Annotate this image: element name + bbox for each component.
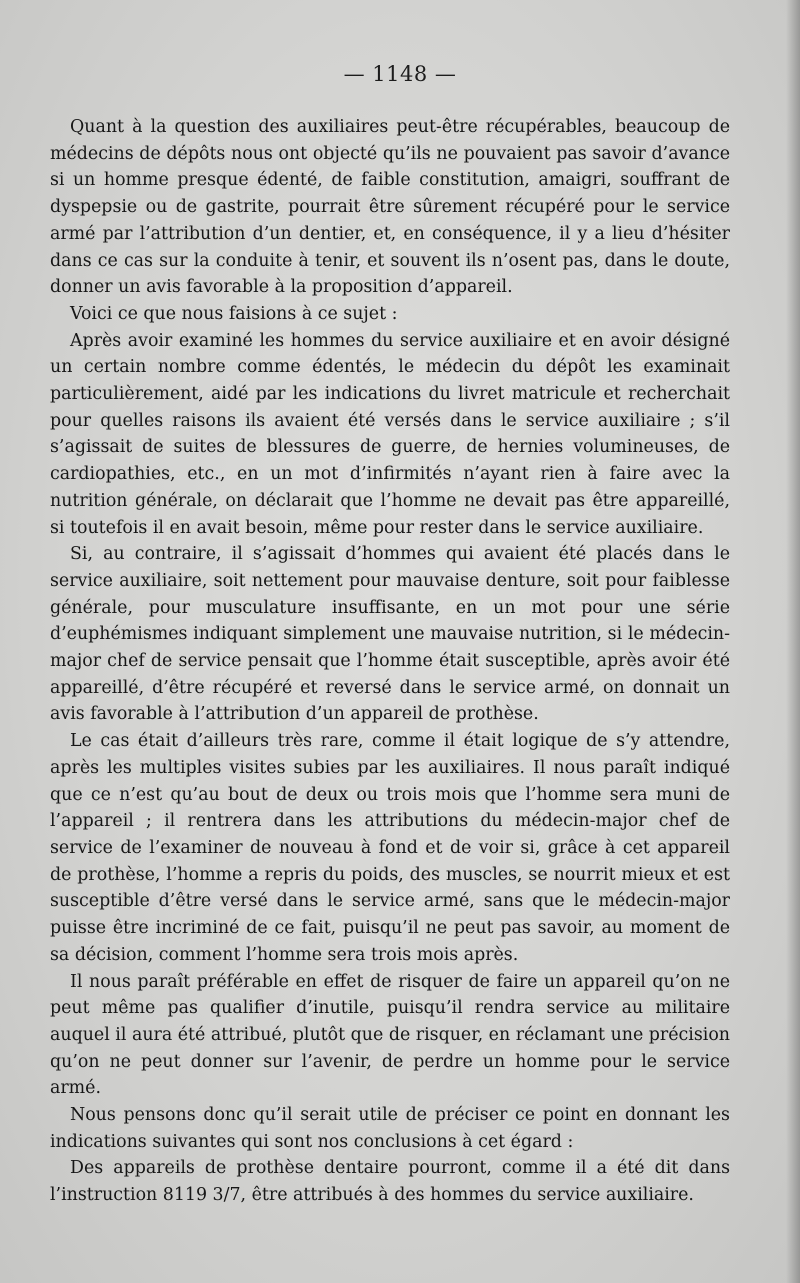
paragraph-voici: Voici ce que nous faisions à ce sujet : (70, 303, 398, 324)
page-number: — 1148 — (343, 62, 457, 86)
body-text (50, 114, 730, 1209)
paragraph-examen: Après avoir examiné les hommes du service auxiliaire et en avoir désigné un certain nombre comme édentés, le médecin du dépôt les examinait particulièrement, aidé par les indications du livret matricule et recherchait pour quelles raisons ils avaient été versés dans le service auxiliaire ; s’il s’agissait de suites de blessures de guerre, de hernies volumineuses, de cardiopathies, etc., en un mot d’infirmités n’ayant rien à faire avec la nutrition générale, on déclarait que l’homme ne devait pas être appareillé, si toutefois il en avait besoin, même pour rester dans le service auxiliaire. (50, 330, 730, 538)
paragraph-appareils: Des appareils de prothèse dentaire pourront, comme il a été dit dans l’instruction 8119 3/7, être attribués à des hommes du service auxiliaire. (50, 1158, 730, 1206)
paragraph-conclusions: Nous pensons donc qu’il serait utile de préciser ce point en donnant les indications suivantes qui sont nos conclusions à cet égard : (50, 1105, 730, 1152)
paragraph-cas-rare: Le cas était d’ailleurs très rare, comme il était logique de s’y attendre, après les multiples visites subies par les auxiliaires. Il nous paraît indiqué que ce n’est qu’au bout de deux ou trois mois que l’homme sera muni de l’appareil ; il rentrera dans les attributions du médecin-major chef de service de l’examiner de nouveau à fond et de voir si, grâce à cet appareil de prothèse, l’homme a repris du poids, des muscles, se nourrit mieux et est susceptible d’être versé dans le service armé, sans que le médecin-major puisse être incriminé de ce fait, puisqu’il ne peut pas savoir, au moment de sa décision, comment l’homme sera trois mois après. (50, 731, 730, 965)
paragraph-contraire: Si, au contraire, il s’agissait d’hommes qui avaient été placés dans le service auxiliaire, soit nettement pour mauvaise denture, soit pour faiblesse générale, pour musculature insuffisante, en un mot pour une série d’euphémismes indiquant simplement une mauvaise nutrition, si le médecin-major chef de service pensait que l’homme était susceptible, après avoir été appareillé, d’être récupéré et reversé dans le service armé, on donnait un avis favorable à l’attribution d’un appareil de prothèse. (50, 544, 730, 725)
paragraph-preferable: Il nous paraît préférable en effet de risquer de faire un appareil qu’on ne peut même pas qualifier d’inutile, puisqu’il rendra service au militaire auquel il aura été attribué, plutôt que de risquer, en réclamant une précision qu’on ne peut donner sur l’avenir, de perdre un homme pour le service armé. (50, 971, 730, 1099)
paragraph-auxiliaires-question: Quant à la question des auxiliaires peut-être récupérables, beaucoup de médecins de dépôts nous ont objecté qu’ils ne pouvaient pas savoir d’avance si un homme presque édenté, de faible constitution, amaigri, souffrant de dyspepsie ou de gastrite, pourrait être sûrement récupéré pour le service armé par l’attribution d’un dentier, et, en conséquence, il y a lieu d’hésiter dans ce cas sur la conduite à tenir, et souvent ils n’osent pas, dans le doute, donner un avis favorable à la proposition d’appareil. (50, 117, 730, 298)
